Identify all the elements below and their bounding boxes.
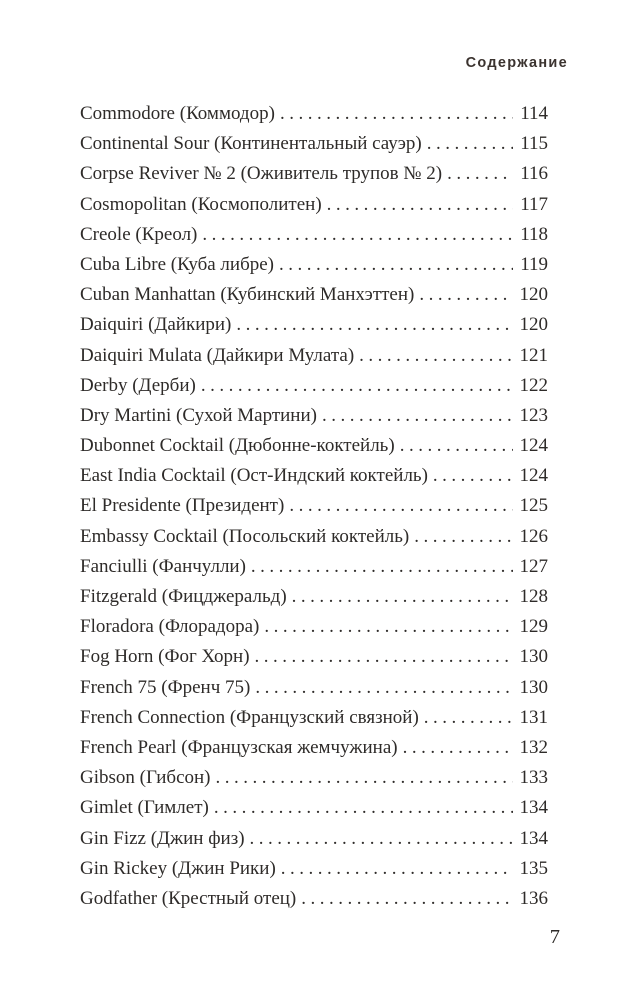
toc-entry-page-number: 132 — [519, 736, 548, 758]
toc-leader-dots — [424, 703, 513, 733]
toc-entry-page-number: 119 — [520, 253, 548, 275]
toc-entry-label: Floradora (Флорадора) — [80, 616, 260, 638]
toc-leader-dots — [255, 673, 512, 703]
toc-entry-label: Continental Sour (Континентальный сауэр) — [80, 133, 422, 155]
toc-entry — [80, 220, 548, 250]
toc-entry — [80, 612, 548, 642]
toc-entry-page-number: 123 — [519, 404, 548, 426]
toc-entry-page-number: 135 — [519, 857, 548, 879]
toc-leader-dots — [255, 642, 513, 672]
toc-entry — [80, 310, 548, 340]
toc-entry-page-number: 129 — [519, 616, 548, 638]
toc-entry — [80, 522, 548, 552]
toc-entry — [80, 884, 548, 914]
toc-leader-dots — [202, 220, 513, 250]
toc-entry — [80, 552, 548, 582]
toc-entry-label: Fanciulli (Фанчулли) — [80, 555, 246, 577]
toc-entry — [80, 491, 548, 521]
toc-entry-page-number: 120 — [519, 314, 548, 336]
toc-leader-dots — [250, 824, 513, 854]
toc-entry-page-number: 122 — [519, 374, 548, 396]
toc-leader-dots — [447, 159, 513, 189]
toc-entry-label: Dry Martini (Сухой Мартини) — [80, 404, 317, 426]
toc-entry-page-number: 133 — [519, 767, 548, 789]
toc-leader-dots — [279, 250, 513, 280]
toc-entry-page-number: 120 — [519, 284, 548, 306]
toc-entry — [80, 824, 548, 854]
toc-leader-dots — [427, 129, 513, 159]
toc-entry — [80, 854, 548, 884]
toc-entry-page-number: 130 — [519, 676, 548, 698]
toc-leader-dots — [201, 371, 513, 401]
toc-entry-label: Daiquiri (Дайкири) — [80, 314, 232, 336]
toc-leader-dots — [403, 733, 513, 763]
toc-entry-page-number: 114 — [520, 103, 548, 124]
toc-entry-page-number: 130 — [519, 646, 548, 668]
page-number: 7 — [549, 926, 560, 948]
toc-leader-dots — [414, 522, 512, 552]
toc-leader-dots — [264, 612, 512, 642]
toc-entry-label: Derby (Дерби) — [80, 374, 196, 396]
toc-entry-page-number: 128 — [519, 586, 548, 607]
toc-entry-label: Dubonnet Cocktail (Дюбонне-коктейль) — [80, 435, 395, 457]
toc-leader-dots — [327, 190, 514, 220]
toc-leader-dots — [280, 99, 513, 129]
toc-leader-dots — [289, 491, 512, 521]
toc-entry-label: Cuba Libre (Куба либре) — [80, 253, 274, 275]
toc-entry-page-number: 127 — [519, 555, 548, 577]
toc-entry — [80, 371, 548, 401]
toc-leader-dots — [214, 793, 513, 823]
toc-entry-label: East India Cocktail (Ост-Индский коктейль) — [80, 465, 428, 487]
toc-entry-label: Godfather (Крестный отец) — [80, 887, 297, 909]
toc-entry — [80, 159, 548, 189]
toc-entry-label: Gimlet (Гимлет) — [80, 797, 209, 819]
toc-entry-label: Gibson (Гибсон) — [80, 767, 211, 789]
toc-entry-label: Embassy Cocktail (Посольский коктейль) — [80, 525, 410, 547]
toc-entry — [80, 733, 548, 763]
toc-entry-label: Commodore (Коммодор) — [80, 103, 275, 124]
toc-entry — [80, 461, 548, 491]
toc-entry-page-number: 136 — [519, 887, 548, 909]
toc-entry — [80, 431, 548, 461]
toc-entry-label: Gin Fizz (Джин физ) — [80, 827, 245, 849]
toc-entry — [80, 793, 548, 823]
toc-leader-dots — [281, 854, 513, 884]
toc-leader-dots — [292, 582, 513, 612]
toc-entry — [80, 763, 548, 793]
toc-entry-label: French Connection (Французский связной) — [80, 706, 419, 728]
toc-entry-page-number: 117 — [520, 193, 548, 215]
page-header-title: Содержание — [465, 55, 568, 71]
toc-entry-label: French Pearl (Французская жемчужина) — [80, 736, 398, 758]
toc-list — [80, 99, 548, 914]
toc-entry-label: Cuban Manhattan (Кубинский Манхэттен) — [80, 284, 415, 306]
toc-entry-page-number: 124 — [519, 465, 548, 487]
toc-entry-page-number: 125 — [519, 495, 548, 517]
toc-leader-dots — [251, 552, 513, 582]
toc-entry — [80, 99, 548, 129]
toc-entry — [80, 341, 548, 371]
toc-entry — [80, 250, 548, 280]
toc-entry-label: French 75 (Френч 75) — [80, 676, 251, 698]
toc-entry-label: El Presidente (Президент) — [80, 495, 285, 517]
toc-entry-page-number: 134 — [519, 827, 548, 849]
toc-leader-dots — [216, 763, 513, 793]
toc-entry-page-number: 116 — [520, 163, 548, 185]
toc-entry-label: Fitzgerald (Фицджеральд) — [80, 586, 287, 607]
toc-entry — [80, 280, 548, 310]
toc-entry — [80, 673, 548, 703]
toc-entry-page-number: 115 — [520, 133, 548, 155]
toc-entry-label: Fog Horn (Фог Хорн) — [80, 646, 250, 668]
toc-entry — [80, 582, 548, 612]
toc-entry — [80, 642, 548, 672]
toc-entry-label: Creole (Креол) — [80, 223, 198, 245]
toc-entry-label: Cosmopolitan (Космополитен) — [80, 193, 322, 215]
toc-leader-dots — [433, 461, 513, 491]
toc-entry-page-number: 126 — [519, 525, 548, 547]
toc-leader-dots — [419, 280, 512, 310]
toc-leader-dots — [400, 431, 513, 461]
toc-leader-dots — [359, 341, 512, 371]
toc-entry — [80, 703, 548, 733]
toc-entry-page-number: 124 — [519, 435, 548, 457]
toc-entry-label: Corpse Reviver № 2 (Оживитель трупов № 2) — [80, 163, 443, 185]
toc-leader-dots — [322, 401, 513, 431]
toc-entry-label: Gin Rickey (Джин Рики) — [80, 857, 276, 879]
toc-entry — [80, 129, 548, 159]
toc-entry-page-number: 134 — [519, 797, 548, 819]
toc-entry-page-number: 118 — [520, 223, 548, 245]
toc-leader-dots — [236, 310, 512, 340]
toc-entry-page-number: 121 — [519, 344, 548, 366]
toc-entry — [80, 190, 548, 220]
toc-entry-page-number: 131 — [519, 706, 548, 728]
toc-entry — [80, 401, 548, 431]
toc-entry-label: Daiquiri Mulata (Дайкири Мулата) — [80, 344, 355, 366]
toc-leader-dots — [301, 884, 512, 914]
